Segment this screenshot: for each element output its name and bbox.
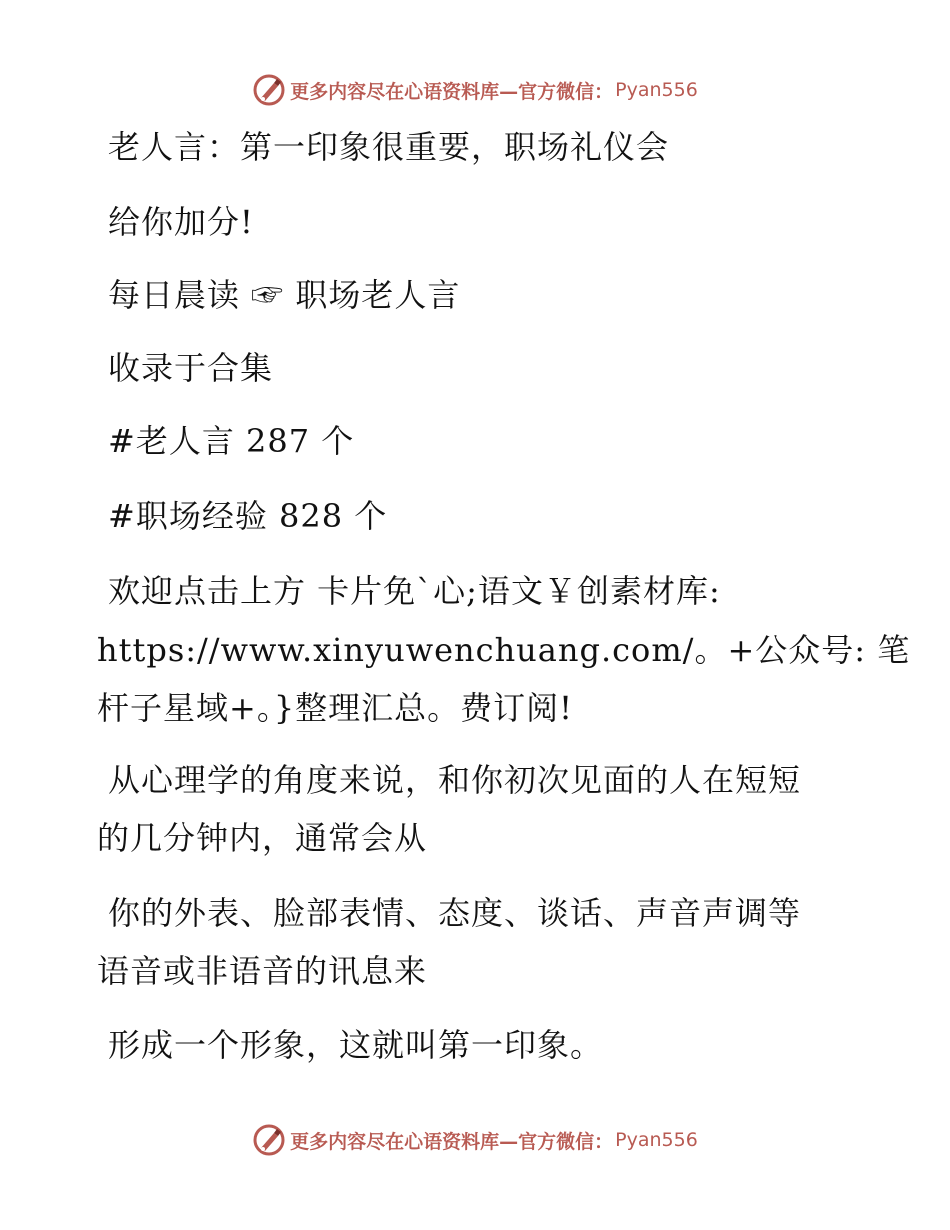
banner-wechat-id: Pyan556 xyxy=(615,1129,698,1151)
text-line: https://www.xinyuwenchuang.com/。+公众号: 笔 xyxy=(97,631,911,669)
pen-circle-logo-icon xyxy=(252,73,286,107)
banner-text: 更多内容尽在心语资料库—官方微信： xyxy=(290,1130,614,1153)
text-line: 杆子星域+。}整理汇总。费订阅! xyxy=(97,689,574,727)
text-line: #职场经验 828 个 xyxy=(108,497,388,535)
pen-circle-logo-icon xyxy=(252,1123,286,1157)
text-line: 老人言：第一印象很重要，职场礼仪会 xyxy=(108,128,670,166)
text-line: 每日晨读 ☞ 职场老人言 xyxy=(108,276,461,314)
text-line: 形成一个形象，这就叫第一印象。 xyxy=(108,1026,604,1064)
text-line: 的几分钟内，通常会从 xyxy=(97,819,428,857)
banner-wechat-id: Pyan556 xyxy=(615,79,698,101)
header-banner xyxy=(0,70,950,110)
banner-text: 更多内容尽在心语资料库—官方微信： xyxy=(290,80,614,103)
text-line: 语音或非语音的讯息来 xyxy=(97,952,428,990)
text-line: #老人言 287 个 xyxy=(108,422,355,460)
footer-banner xyxy=(0,1120,950,1160)
text-line: 从心理学的角度来说，和你初次见面的人在短短 xyxy=(108,761,802,799)
text-line: 你的外表、脸部表情、态度、谈话、声音声调等 xyxy=(108,894,802,932)
text-line: 收录于合集 xyxy=(108,349,274,387)
text-line: 欢迎点击上方 卡片免`心;语文￥创素材库: xyxy=(108,572,721,610)
text-line: 给你加分! xyxy=(108,203,254,241)
